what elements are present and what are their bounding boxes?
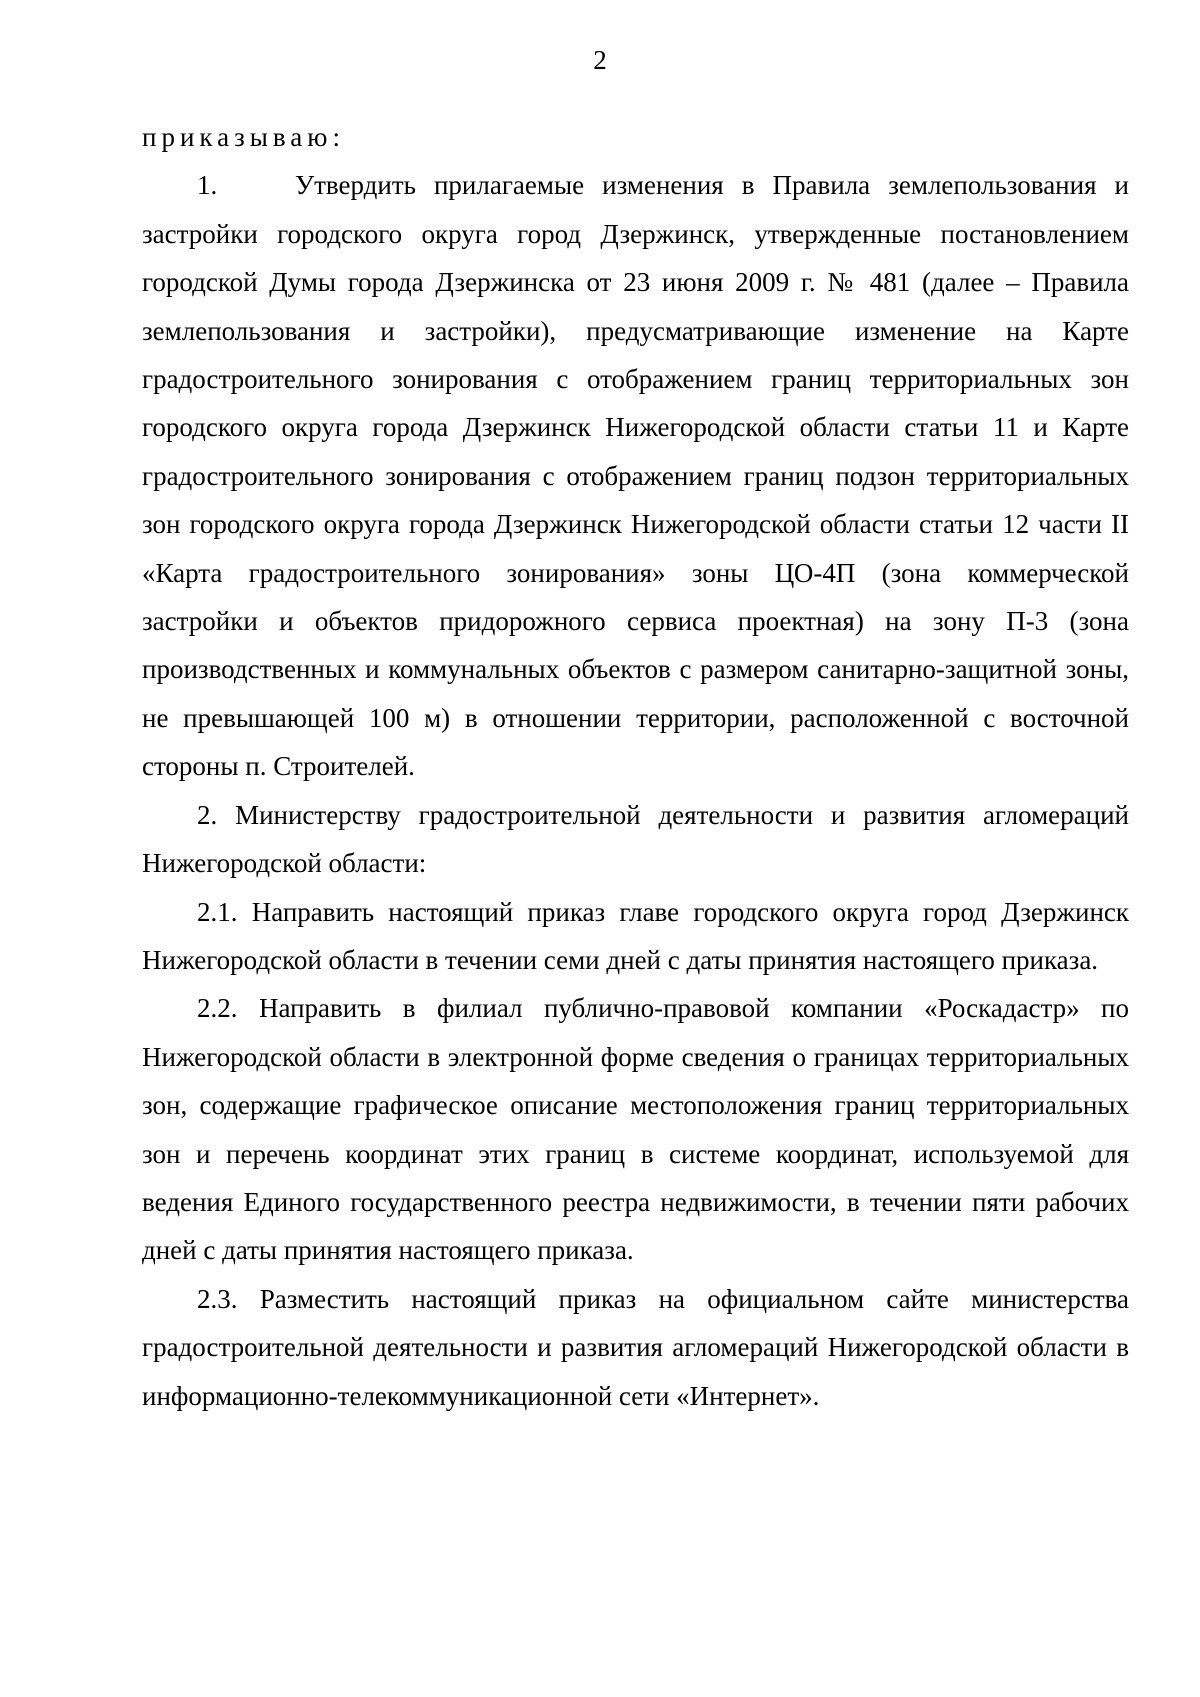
paragraph-1-text: Утвердить прилагаемые изменения в Правила землепользования и застройки городского округа город Дзержинск, утвержденные постановлением городской Думы города Дзержинска от 23 июня 2009 г. № 481 (далее – Правила землепользования и застройки), предусматривающие изменение на Карте градостроительного зонирования с отображением границ территориальных зон городского округа города Дзержинск Нижегородской области статьи 11 и Карте градостроительного зонирования с отображением границ подзон территориальных зон городского округа города Дзержинск Нижегородской области статьи 12 части II «Карта градостроительного зонирования» зоны ЦО-4П (зона коммерческой застройки и объектов придорожного сервиса проектная) на зону П-3 (зона производственных и коммунальных объектов с размером санитарно-защитной зоны, не превышающей 100 м) в отношении территории, расположенной с восточной стороны п. Строителей. [142, 170, 1129, 782]
paragraph-1-number: 1. [197, 170, 218, 201]
paragraph-2: 2. Министерству градостроительной деятельности и развития агломераций Нижегородской области: [142, 799, 1129, 879]
page-number: 2 [593, 45, 607, 75]
paragraph-2-3: 2.3. Разместить настоящий приказ на официальном сайте министерства градостроительной деятельности и развития агломераций Нижегородской области в информационно-телекоммуникационной сети «Интернет». [142, 1283, 1129, 1411]
paragraph-2-1: 2.1. Направить настоящий приказ главе городского округа город Дзержинск Нижегородской области в течении семи дней с даты принятия настоящего приказа. [142, 896, 1129, 975]
document-body [142, 113, 1129, 1420]
paragraph-1 [142, 161, 1129, 790]
order-opening: приказываю: [142, 122, 345, 152]
paragraph-2-2: 2.2. Направить в филиал публично-правовой компании «Роскадастр» по Нижегородской области в электронной форме сведения о границах территориальных зон, содержащие графическое описание местоположения границ территориальных зон и перечень координат этих границ в системе координат, используемой для ведения Единого государственного реестра недвижимости, в течении пяти рабочих дней с даты принятия настоящего приказа. [142, 993, 1129, 1266]
